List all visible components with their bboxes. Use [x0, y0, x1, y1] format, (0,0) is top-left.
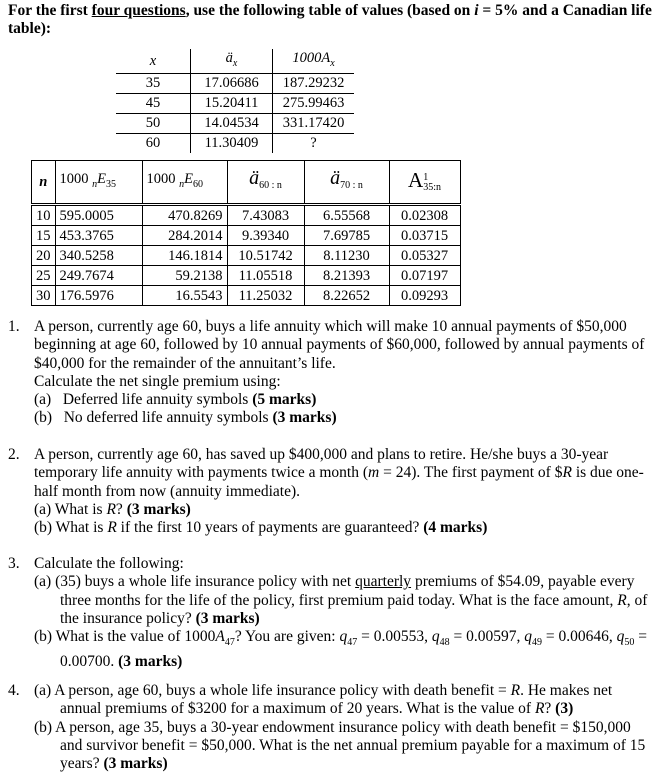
question-1-text: A person, currently age 60, buys a life annuity which will make 10 annual payments of $50,000 beginning at age 60, followed by 10 annual payments of $60,000, followed by annual payments of $40,000 for the remainder of the annuitant’s life.: [34, 318, 645, 372]
table-row: 45 15.20411 275.99463: [116, 93, 354, 113]
term-values-table: [31, 160, 461, 306]
question-3b: (b) What is the value of $1000A_{47}$? You are given: $q_{47} = 0.00553$, $q_{48} = 0.00597$, $q_{49} = 0.00646$, $q_{50} = 0.00700$. (3 marks): [34, 628, 647, 670]
question-4-number: 4.: [8, 682, 20, 699]
table2-header-e35: 1000 $_nE_{35}$: [55, 161, 142, 205]
intro-text-end: = 5% and a Canadian life table):: [8, 2, 652, 37]
question-4b: (b) A person, age 35, buys a 30-year endowment insurance policy with death benefit = $150,000 and survivor benefit = $50,000. What is the net annual premium payable for a maximum of 15 years? (3 marks): [34, 718, 646, 773]
question-4: [8, 682, 653, 773]
question-1b: (b) No deferred life annuity symbols (3 marks): [34, 409, 337, 427]
question-2a: (a) What is R? (3 marks): [34, 500, 191, 518]
question-2-number: 2.: [8, 446, 20, 463]
table2-header-e60: 1000 $_nE_{60}$: [142, 161, 227, 205]
question-2: [8, 446, 653, 537]
table2-header-annuity60: $ä_{60 : n}$: [227, 161, 304, 205]
table1-header-x: x: [116, 49, 191, 73]
table2-header-annuity70: $ä_{70 : n}$: [304, 161, 389, 205]
question-1a: (a) Deferred life annuity symbols (5 marks): [34, 391, 317, 409]
question-3-number: 3.: [8, 555, 20, 572]
table1-header-annuity: $ä_x$: [191, 49, 273, 73]
table-row: 15 453.3765 284.2014 9.39340 7.69785 0.03715: [32, 226, 461, 246]
intro-i-variable: i: [474, 2, 479, 19]
question-3-text: Calculate the following:: [34, 555, 184, 572]
life-table-values: [116, 49, 354, 153]
table-row: 35 17.06686 187.29232: [116, 73, 354, 93]
table-row: 20 340.5258 146.1814 10.51742 8.11230 0.05327: [32, 246, 461, 266]
question-2-text: A person, currently age 60, has saved up $400,000 and plans to retire. He/she buys a 30-year temporary life annuity with payments twice a month (m = 24). The first payment of $R is due one-half month from now (annuity immediate).: [34, 446, 644, 500]
intro-underlined: four questions: [91, 2, 186, 19]
table1-header-row: [116, 49, 354, 73]
question-3: [8, 555, 653, 671]
question-4a: (a) A person, age 60, buys a whole life insurance policy with death benefit = R. He makes net annual premiums of $3200 for a maximum of 20 years. What is the value of R? (3): [34, 682, 613, 718]
table2-header-row: [32, 161, 461, 205]
table1-header-insurance: $1000A_x$: [273, 49, 355, 73]
table-row: 10 595.0005 470.8269 7.43083 6.55568 0.02308: [32, 205, 461, 226]
intro-text-mid: , use the following table of values (based on: [185, 2, 475, 19]
table-row: 25 249.7674 59.2138 11.05518 8.21393 0.07197: [32, 266, 461, 286]
table-row: 30 176.5976 16.5543 11.25032 8.22652 0.09293: [32, 286, 461, 306]
question-1-calc: Calculate the net single premium using:: [34, 372, 281, 390]
table-row: 60 11.30409 ?: [116, 133, 354, 153]
question-2b: (b) What is R if the first 10 years of payments are guaranteed? (4 marks): [34, 519, 488, 537]
question-3a: (a) (35) buys a whole life insurance policy with net quarterly premiums of $54.09, payable every three months for the life of the policy, first premium paid today. What is the face amount, R, of the insurance policy? (3 marks): [34, 573, 648, 627]
question-1-number: 1.: [8, 318, 20, 335]
intro-paragraph: [8, 2, 658, 38]
table-row: 50 14.04534 331.17420: [116, 113, 354, 133]
intro-text-start: For the first: [8, 2, 92, 19]
table2-header-n: n: [32, 161, 56, 205]
question-1: [8, 318, 653, 428]
table2-header-term-insurance: A 1 35:n: [389, 161, 460, 205]
